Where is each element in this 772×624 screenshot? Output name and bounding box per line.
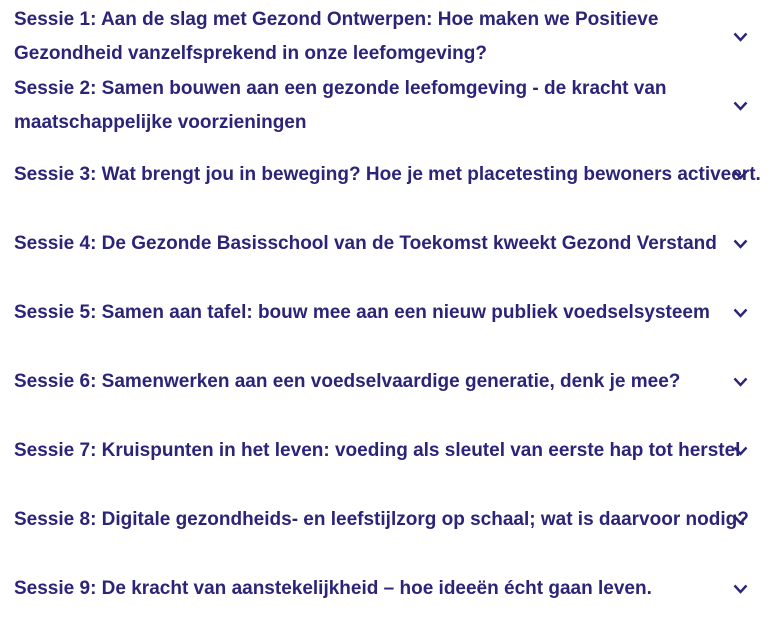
session-title: Sessie 9: De kracht van aanstekelijkheid – hoe ideeën écht gaan leven. xyxy=(14,577,652,599)
session-title: Sessie 4: De Gezonde Basisschool van de Toekomst kweekt Gezond Verstand xyxy=(14,232,717,254)
chevron-down-icon[interactable] xyxy=(733,32,748,42)
session-title: Sessie 2: Samen bouwen aan een gezonde leefomgeving - de kracht van maatschappelijke voorzieningen xyxy=(14,77,667,133)
session-accordion-header[interactable] xyxy=(0,71,772,140)
chevron-down-icon[interactable] xyxy=(733,377,748,387)
chevron-down-icon[interactable] xyxy=(733,446,748,456)
session-title: Sessie 1: Aan de slag met Gezond Ontwerpen: Hoe maken we Positieve Gezondheid vanzelfsprekend in onze leefomgeving? xyxy=(14,8,659,64)
session-accordion-header[interactable] xyxy=(0,416,772,485)
chevron-down-icon[interactable] xyxy=(733,584,748,594)
session-accordion-header[interactable] xyxy=(0,485,772,554)
chevron-down-icon[interactable] xyxy=(733,170,748,180)
session-title: Sessie 7: Kruispunten in het leven: voeding als sleutel van eerste hap tot herstel xyxy=(14,439,741,461)
session-title: Sessie 3: Wat brengt jou in beweging? Hoe je met placetesting bewoners activeert. xyxy=(14,163,761,185)
session-title: Sessie 5: Samen aan tafel: bouw mee aan een nieuw publiek voedselsysteem xyxy=(14,301,710,323)
session-accordion-header[interactable] xyxy=(0,209,772,278)
session-accordion-header[interactable] xyxy=(0,278,772,347)
chevron-down-icon[interactable] xyxy=(733,308,748,318)
session-accordion-header[interactable] xyxy=(0,347,772,416)
session-title: Sessie 6: Samenwerken aan een voedselvaardige generatie, denk je mee? xyxy=(14,370,681,392)
session-title: Sessie 8: Digitale gezondheids- en leefstijlzorg op schaal; wat is daarvoor nodig? xyxy=(14,508,749,530)
session-accordion-header[interactable] xyxy=(0,2,772,71)
session-accordion-header[interactable] xyxy=(0,554,772,623)
chevron-down-icon[interactable] xyxy=(733,101,748,111)
session-accordion-header[interactable] xyxy=(0,140,772,209)
chevron-down-icon[interactable] xyxy=(733,239,748,249)
chevron-down-icon[interactable] xyxy=(733,515,748,525)
